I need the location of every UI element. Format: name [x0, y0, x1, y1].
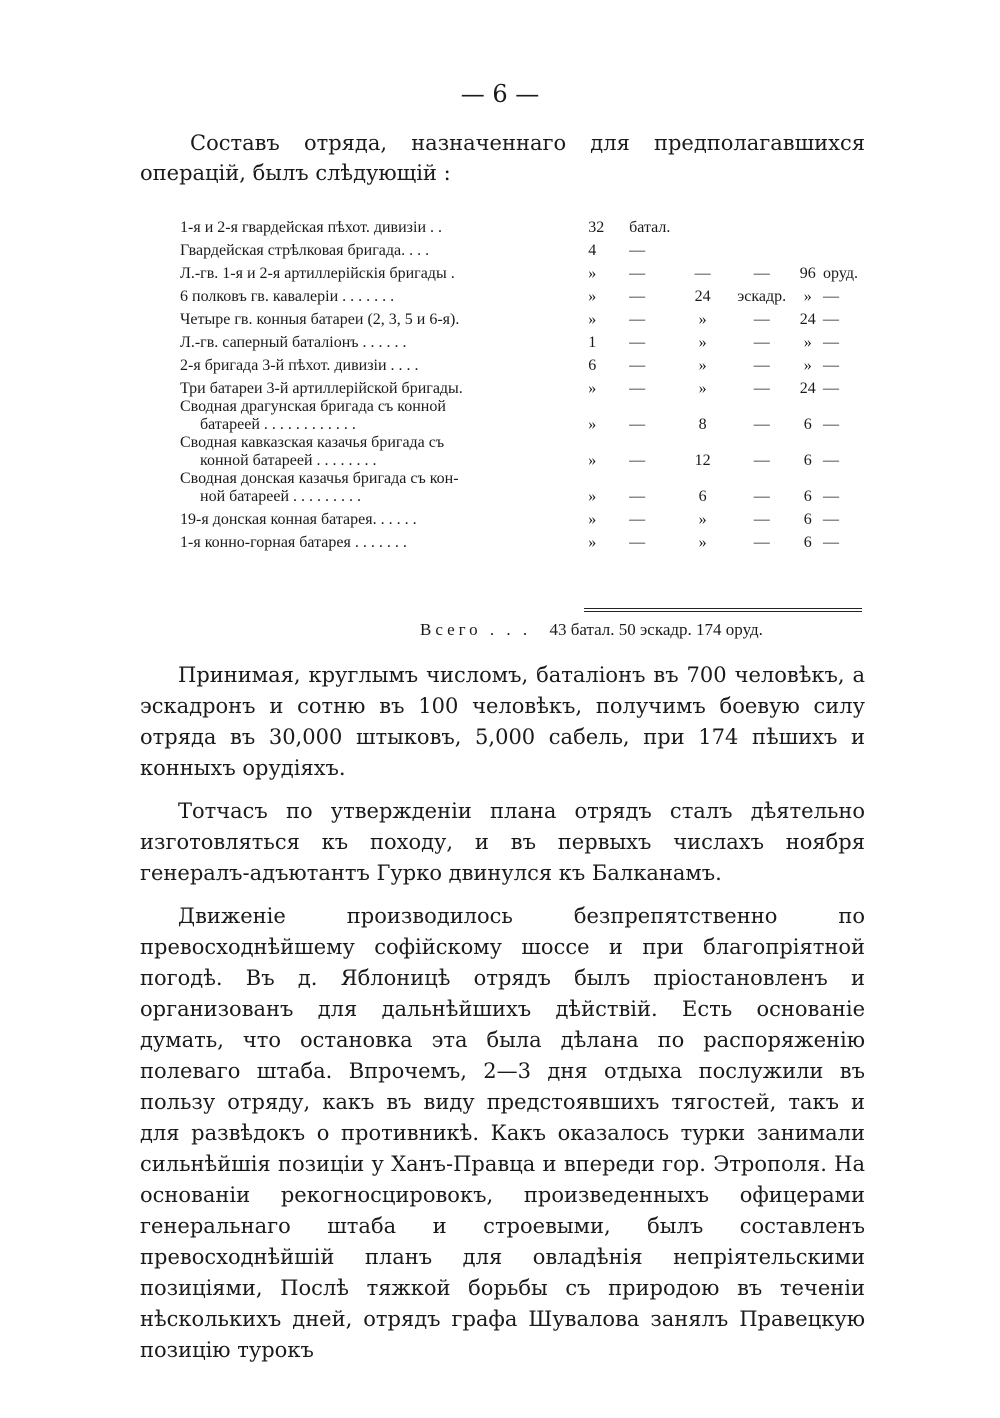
- cell-c3: »: [698, 334, 707, 351]
- unit-name: [180, 352, 588, 375]
- cell-c3: [674, 237, 731, 260]
- cell-c4: —: [753, 452, 770, 469]
- table-row: [180, 398, 868, 434]
- paragraph: Тотчасъ по утвержденіи плана отрядъ сталъ дѣятельно изготовляться къ походу, и въ первыхъ числахъ ноября генералъ-адъютантъ Гурко двинулся къ Балканамъ.: [140, 799, 865, 885]
- table-row: [180, 375, 868, 398]
- unit-name-line: Гвардейская стрѣлковая бригада. . . .: [180, 242, 430, 259]
- troops-table-body: [180, 214, 868, 552]
- cell-c6: —: [823, 511, 840, 528]
- cell-c3: »: [698, 357, 707, 374]
- intro-paragraph: Составъ отряда, назначеннаго для предполагавшихся операцій, былъ слѣдующій :: [140, 131, 865, 185]
- cell-c6: —: [823, 380, 840, 397]
- cell-c2: —: [629, 288, 646, 305]
- cell-c6: —: [823, 488, 840, 505]
- cell-c2: —: [629, 311, 646, 328]
- cell-c3: »: [698, 534, 707, 551]
- troops-table: [180, 214, 868, 552]
- cell-c1: »: [588, 288, 597, 305]
- cell-c4: —: [753, 265, 770, 282]
- cell-c5: [792, 237, 823, 260]
- cell-c6: —: [823, 357, 840, 374]
- table-row: [180, 237, 868, 260]
- unit-name-line: Л.-гв. саперный баталіонъ . . . . . .: [180, 334, 407, 351]
- unit-name-line: Л.-гв. 1-я и 2-я артиллерійскія бригады .: [180, 265, 455, 282]
- unit-name: [180, 375, 588, 398]
- cell-c3: —: [694, 265, 711, 282]
- cell-c4: —: [753, 488, 770, 505]
- cell-c6: —: [823, 311, 840, 328]
- body-text: [140, 660, 865, 1378]
- cell-c4: [731, 214, 792, 237]
- table-row: [180, 529, 868, 552]
- unit-name: [180, 283, 588, 306]
- unit-name-line: 6 полковъ гв. кавалеріи . . . . . . .: [180, 288, 395, 305]
- table-row: [180, 470, 868, 506]
- unit-name: [180, 260, 588, 283]
- cell-c3: »: [698, 380, 707, 397]
- table-row: [180, 434, 868, 470]
- total-label: Всего . . .: [420, 620, 532, 639]
- unit-name-line: Сводная кавказская казачья бригада съ: [180, 434, 445, 451]
- cell-c2: —: [629, 380, 646, 397]
- table-row: [180, 352, 868, 375]
- unit-name: [180, 237, 588, 260]
- unit-name-continuation: ной батареей . . . . . . . . .: [200, 488, 362, 505]
- cell-c1: »: [588, 265, 597, 282]
- total-value: 43 батал. 50 эскадр. 174 оруд.: [549, 620, 763, 639]
- cell-c5: 6: [803, 416, 812, 433]
- cell-c3: »: [698, 311, 707, 328]
- page-number: — 6 —: [460, 80, 540, 108]
- cell-c1: 1: [588, 334, 597, 351]
- cell-c4: [731, 237, 792, 260]
- cell-c1: »: [588, 534, 597, 551]
- cell-c5: »: [803, 334, 812, 351]
- paragraph: Движеніе производилось безпрепятственно по превосходнѣйшему софійскому шоссе и при благопріятной погодѣ. Въ д. Яблоницѣ отрядъ былъ пріостановленъ и организованъ для дальнѣйшихъ дѣйствій. Есть основаніе думать, что остановка эта была дѣлана по распоряженію полеваго штаба. Впрочемъ, 2—3 дня отдыха послужили въ пользу отряду, какъ въ виду предстоявшихъ тягостей, такъ и для развѣдокъ о противникѣ. Какъ оказалось турки занимали сильнѣйшія позиціи у Ханъ-Правца и впереди гор. Этрополя. На основаніи рекогносцировокъ, произведенныхъ офицерами генеральнаго штаба и строевыми, былъ составленъ превосходнѣйшій планъ для овладѣнія непріятельскими позиціями, Послѣ тяжкой борьбы съ природою въ теченіи нѣсколькихъ дней, отрядъ графа Шувалова занялъ Правецкую позицію турокъ: [140, 904, 865, 1362]
- cell-c6: оруд.: [823, 265, 858, 282]
- cell-c1: »: [588, 416, 597, 433]
- cell-c4: эскадр.: [737, 288, 787, 305]
- cell-c2: —: [629, 334, 646, 351]
- cell-c2: —: [629, 452, 646, 469]
- cell-c5: »: [803, 357, 812, 374]
- cell-c5: 6: [803, 452, 812, 469]
- cell-c6: [823, 214, 868, 237]
- cell-c2: —: [629, 416, 646, 433]
- total-row: [420, 620, 865, 640]
- unit-name-line: 19-я донская конная батарея. . . . . .: [180, 511, 417, 528]
- cell-c4: —: [753, 511, 770, 528]
- cell-c5: 6: [803, 534, 812, 551]
- cell-c1: »: [588, 511, 597, 528]
- cell-c2: —: [629, 488, 646, 505]
- cell-c2: батал.: [629, 219, 671, 236]
- unit-name-line: Четыре гв. конныя батареи (2, 3, 5 и 6-я).: [180, 311, 460, 328]
- unit-name-continuation: батареей . . . . . . . . . . . .: [200, 416, 356, 433]
- cell-c4: —: [753, 534, 770, 551]
- cell-c1: »: [588, 311, 597, 328]
- cell-c3: 24: [694, 288, 711, 305]
- cell-c1: 6: [588, 357, 597, 374]
- unit-name: [180, 329, 588, 352]
- unit-name: [180, 306, 588, 329]
- cell-c1: »: [588, 488, 597, 505]
- cell-c5: 96: [799, 265, 816, 282]
- unit-name-line: 1-я конно-горная батарея . . . . . . .: [180, 534, 407, 551]
- cell-c1: 32: [588, 219, 605, 236]
- cell-c3: 12: [694, 452, 711, 469]
- paragraph: Принимая, круглымъ числомъ, баталіонъ въ 700 человѣкъ, а эскадронъ и сотню въ 100 человѣкъ, получимъ боевую силу отряда въ 30,000 штыковъ, 5,000 сабель, при 174 пѣшихъ и конныхъ орудіяхъ.: [140, 663, 865, 780]
- cell-c2: —: [629, 357, 646, 374]
- cell-c3: »: [698, 511, 707, 528]
- cell-c5: 6: [803, 511, 812, 528]
- cell-c6: —: [823, 288, 840, 305]
- unit-name: [180, 506, 588, 529]
- cell-c5: 24: [799, 380, 816, 397]
- unit-name: [180, 398, 588, 434]
- unit-name-line: 1-я и 2-я гвардейская пѣхот. дивизіи . .: [180, 219, 442, 236]
- cell-c2: —: [629, 511, 646, 528]
- table-row: [180, 214, 868, 237]
- unit-name-line: Три батареи 3-й артиллерійской бригады.: [180, 380, 463, 397]
- cell-c1: 4: [588, 242, 597, 259]
- table-row: [180, 260, 868, 283]
- cell-c5: 24: [799, 311, 816, 328]
- cell-c5: »: [803, 288, 812, 305]
- unit-name-continuation: конной батареей . . . . . . . .: [200, 452, 377, 469]
- table-row: [180, 506, 868, 529]
- cell-c2: —: [629, 265, 646, 282]
- cell-c4: —: [753, 311, 770, 328]
- cell-c6: —: [823, 334, 840, 351]
- cell-c6: —: [823, 452, 840, 469]
- cell-c3: 8: [698, 416, 707, 433]
- cell-c3: [674, 214, 731, 237]
- cell-c1: »: [588, 380, 597, 397]
- table-row: [180, 283, 868, 306]
- unit-name-line: Сводная донская казачья бригада съ кон-: [180, 470, 459, 487]
- table-row: [180, 306, 868, 329]
- table-row: [180, 329, 868, 352]
- cell-c3: 6: [698, 488, 707, 505]
- unit-name-line: 2-я бригада 3-й пѣхот. дивизіи . . . .: [180, 357, 419, 374]
- cell-c2: —: [629, 534, 646, 551]
- cell-c2: —: [629, 242, 646, 259]
- cell-c6: —: [823, 534, 840, 551]
- cell-c5: 6: [803, 488, 812, 505]
- cell-c1: »: [588, 452, 597, 469]
- unit-name: [180, 470, 588, 506]
- unit-name-line: Сводная драгунская бригада съ конной: [180, 398, 446, 415]
- total-rule: [584, 608, 862, 612]
- cell-c4: —: [753, 416, 770, 433]
- cell-c6: —: [823, 416, 840, 433]
- unit-name: [180, 214, 588, 237]
- cell-c4: —: [753, 380, 770, 397]
- unit-name: [180, 434, 588, 470]
- cell-c6: [823, 237, 868, 260]
- cell-c4: —: [753, 357, 770, 374]
- cell-c5: [792, 214, 823, 237]
- unit-name: [180, 529, 588, 552]
- cell-c4: —: [753, 334, 770, 351]
